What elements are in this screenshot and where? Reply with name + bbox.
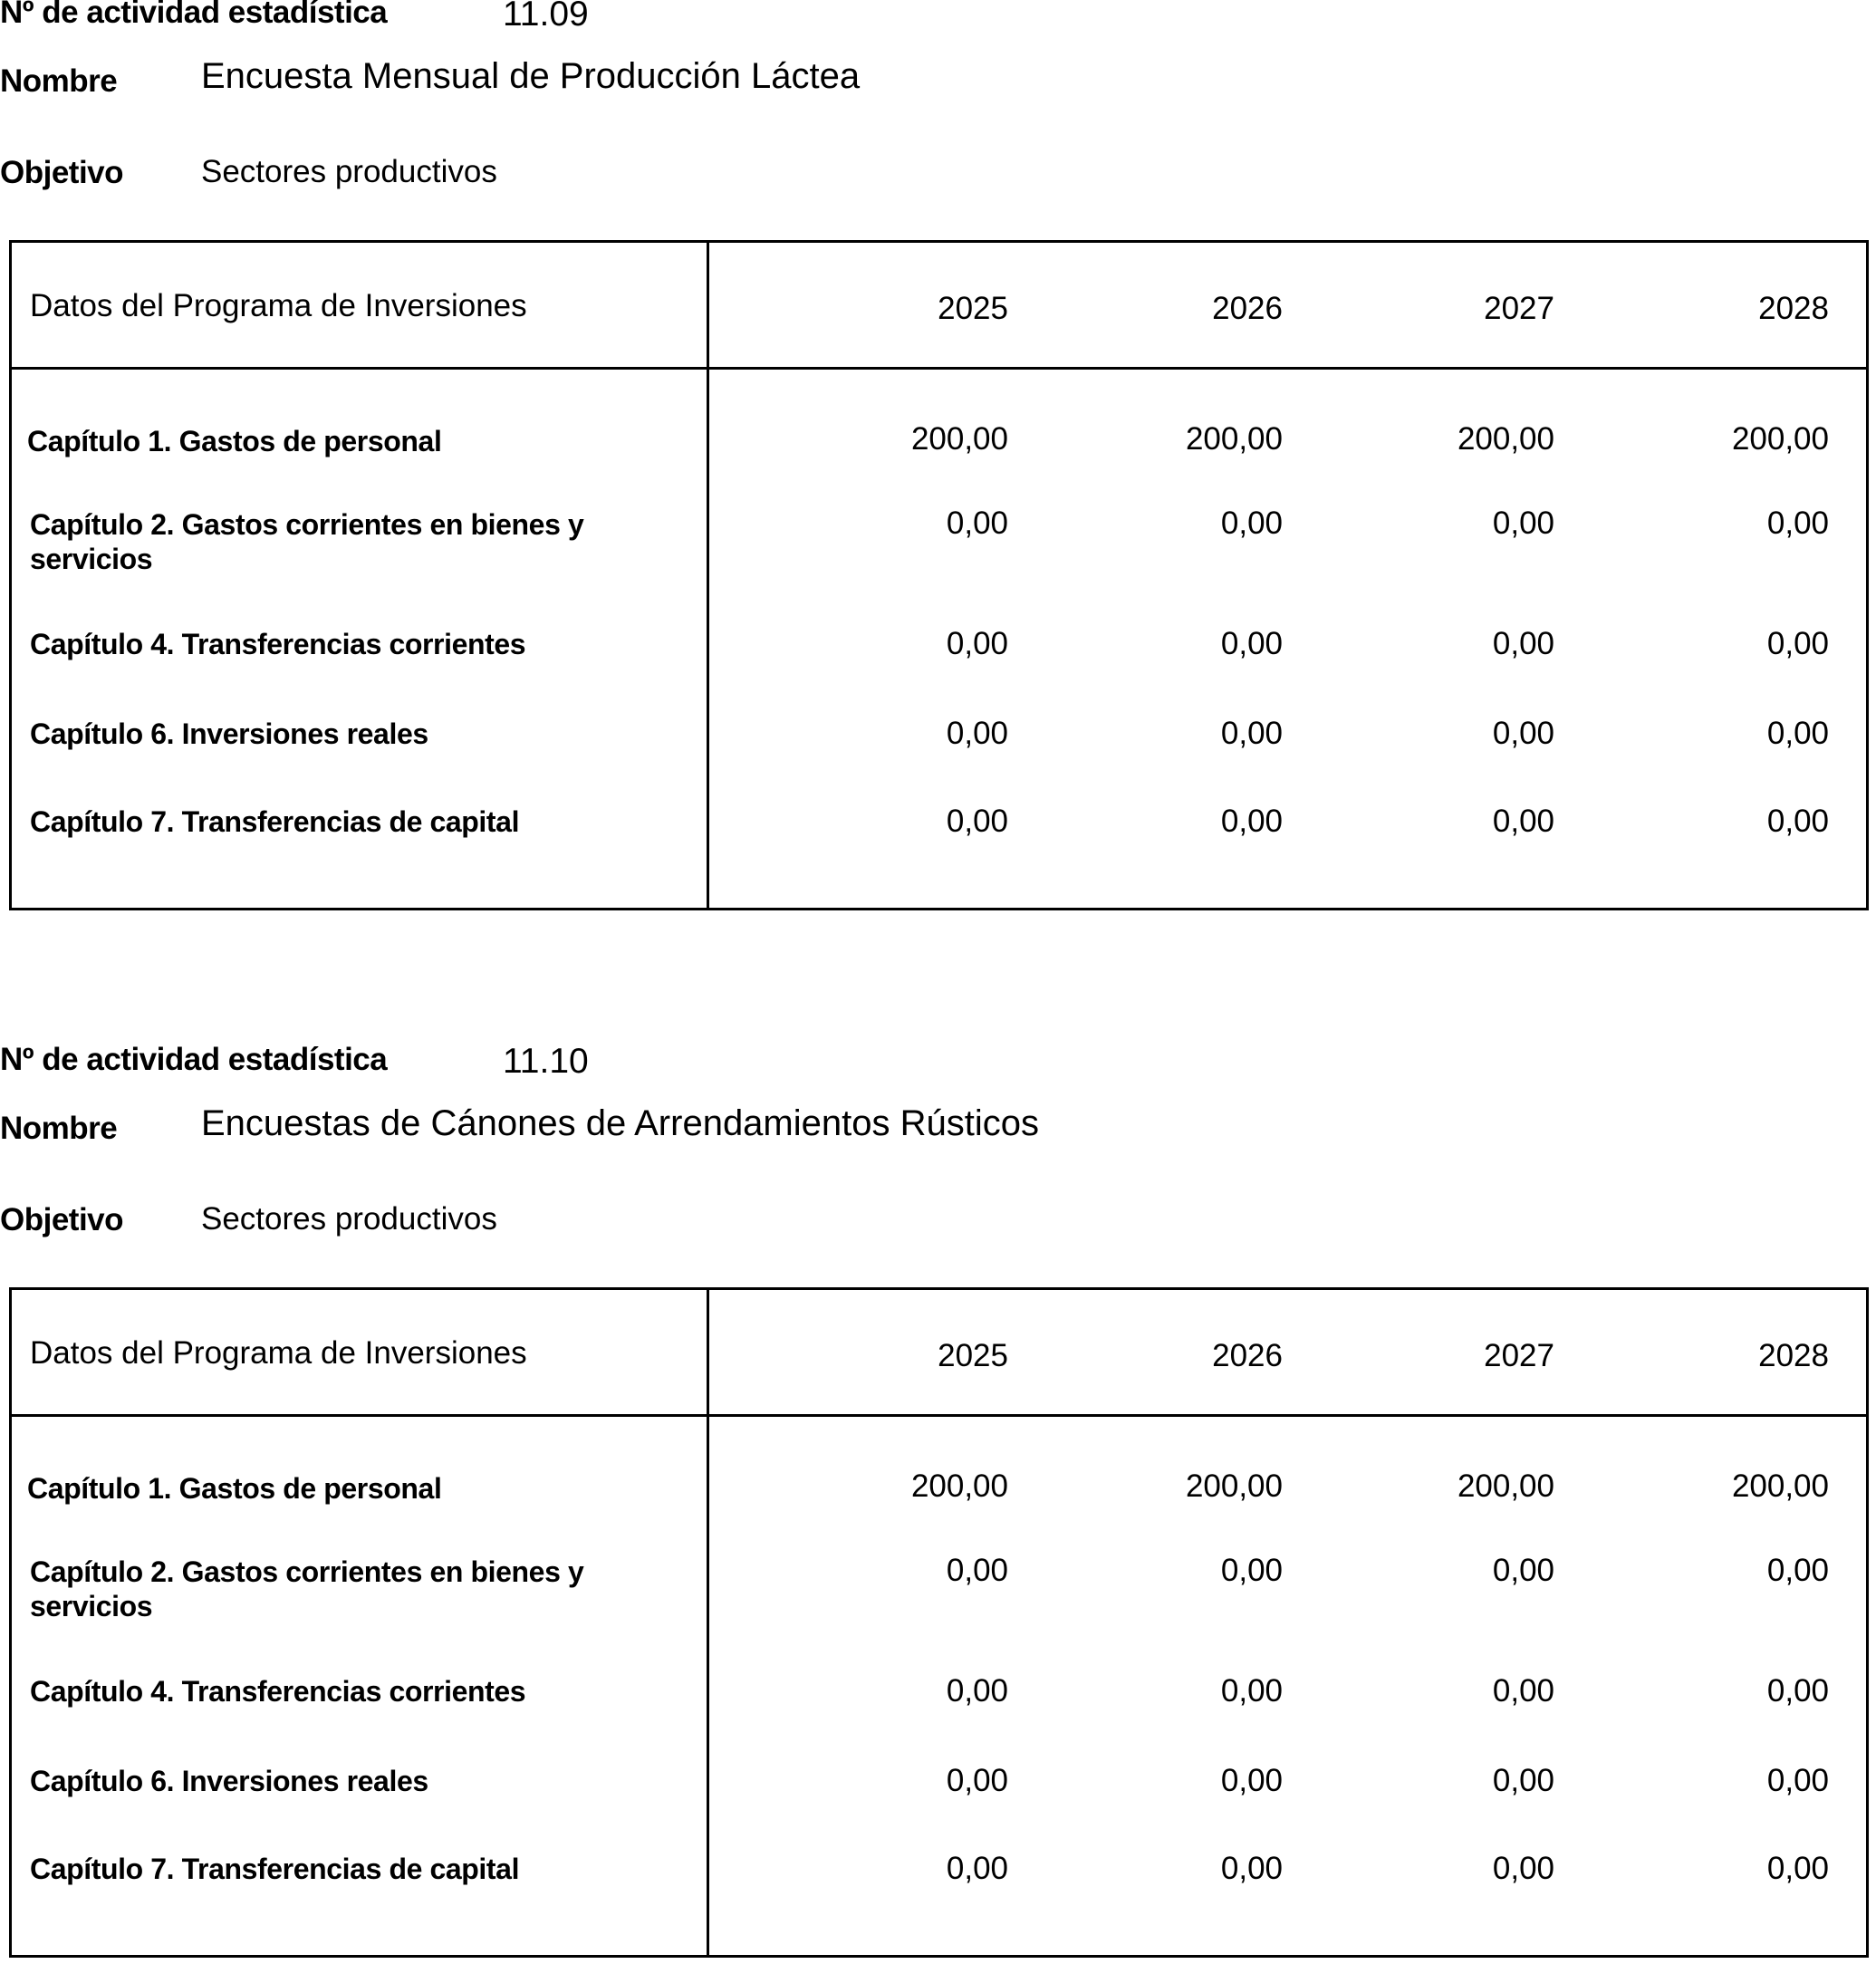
year-header: 2025 <box>938 291 1008 326</box>
row-value: 0,00 <box>1220 1763 1283 1798</box>
row-value: 0,00 <box>1492 1851 1554 1886</box>
investment-table <box>9 1287 1869 1958</box>
objective-label: Objetivo <box>0 1202 124 1237</box>
activity-number-label: Nº de actividad estadística <box>0 0 388 30</box>
year-header: 2026 <box>1212 1338 1283 1373</box>
row-value: 200,00 <box>1457 1468 1554 1504</box>
row-value: 0,00 <box>1492 716 1554 751</box>
row-label: Capítulo 7. Transferencias de capital <box>30 1853 520 1885</box>
row-value: 0,00 <box>1492 1763 1554 1798</box>
row-label: Capítulo 1. Gastos de personal <box>27 425 442 457</box>
row-value: 0,00 <box>946 1553 1008 1588</box>
row-value: 0,00 <box>1220 505 1283 541</box>
year-header: 2028 <box>1758 1338 1829 1373</box>
row-label: Capítulo 2. Gastos corrientes en bienes y servicios <box>30 1555 584 1622</box>
row-value: 0,00 <box>1492 804 1554 839</box>
row-value: 0,00 <box>1766 1673 1829 1709</box>
row-value: 0,00 <box>1220 804 1283 839</box>
row-value: 0,00 <box>1766 804 1829 839</box>
row-value: 0,00 <box>1220 1851 1283 1886</box>
activity-number-label: Nº de actividad estadística <box>0 1042 388 1077</box>
table-header-title: Datos del Programa de Inversiones <box>30 1335 527 1371</box>
row-value: 200,00 <box>1185 421 1283 457</box>
row-value: 200,00 <box>1731 1468 1829 1504</box>
year-header: 2028 <box>1758 291 1829 326</box>
row-value: 200,00 <box>1457 421 1554 457</box>
row-value: 200,00 <box>910 1468 1008 1504</box>
row-value: 0,00 <box>946 505 1008 541</box>
activity-block <box>0 0 1876 915</box>
row-value: 0,00 <box>1766 1553 1829 1588</box>
row-value: 0,00 <box>946 1673 1008 1709</box>
row-value: 0,00 <box>1220 1673 1283 1709</box>
row-value: 0,00 <box>1492 1553 1554 1588</box>
objective-value: Sectores productivos <box>201 154 497 189</box>
row-value: 200,00 <box>1185 1468 1283 1504</box>
row-value: 0,00 <box>1766 716 1829 751</box>
column-divider <box>707 1290 709 1955</box>
row-value: 0,00 <box>946 804 1008 839</box>
header-divider <box>12 1414 1866 1417</box>
row-value: 0,00 <box>1492 1673 1554 1709</box>
year-header: 2027 <box>1484 1338 1554 1373</box>
header-divider <box>12 367 1866 370</box>
row-value: 0,00 <box>1766 1851 1829 1886</box>
row-value: 0,00 <box>1766 626 1829 661</box>
activity-number-value: 11.10 <box>503 1042 589 1081</box>
row-label: Capítulo 2. Gastos corrientes en bienes y servicios <box>30 508 584 575</box>
row-label: Capítulo 1. Gastos de personal <box>27 1472 442 1505</box>
activity-number-value: 11.09 <box>503 0 589 34</box>
row-value: 0,00 <box>1492 505 1554 541</box>
year-header: 2025 <box>938 1338 1008 1373</box>
table-header-title: Datos del Programa de Inversiones <box>30 288 527 323</box>
row-value: 200,00 <box>910 421 1008 457</box>
row-value: 0,00 <box>946 626 1008 661</box>
row-label: Capítulo 7. Transferencias de capital <box>30 805 520 838</box>
row-value: 0,00 <box>1766 505 1829 541</box>
row-label: Capítulo 6. Inversiones reales <box>30 717 428 750</box>
row-value: 0,00 <box>946 1851 1008 1886</box>
row-value: 0,00 <box>946 1763 1008 1798</box>
investment-table <box>9 240 1869 910</box>
row-value: 0,00 <box>1492 626 1554 661</box>
objective-label: Objetivo <box>0 155 124 190</box>
row-value: 0,00 <box>1766 1763 1829 1798</box>
name-value: Encuesta Mensual de Producción Láctea <box>201 56 861 96</box>
activity-block <box>0 1042 1876 1962</box>
row-value: 0,00 <box>1220 626 1283 661</box>
year-header: 2026 <box>1212 291 1283 326</box>
row-label: Capítulo 4. Transferencias corrientes <box>30 628 526 660</box>
objective-value: Sectores productivos <box>201 1201 497 1237</box>
name-value: Encuestas de Cánones de Arrendamientos Rústicos <box>201 1103 1039 1143</box>
year-header: 2027 <box>1484 291 1554 326</box>
name-label: Nombre <box>0 63 118 99</box>
name-label: Nombre <box>0 1111 118 1146</box>
row-value: 0,00 <box>1220 1553 1283 1588</box>
row-value: 0,00 <box>1220 716 1283 751</box>
column-divider <box>707 243 709 908</box>
row-label: Capítulo 6. Inversiones reales <box>30 1765 428 1797</box>
row-value: 200,00 <box>1731 421 1829 457</box>
row-label: Capítulo 4. Transferencias corrientes <box>30 1675 526 1708</box>
row-value: 0,00 <box>946 716 1008 751</box>
